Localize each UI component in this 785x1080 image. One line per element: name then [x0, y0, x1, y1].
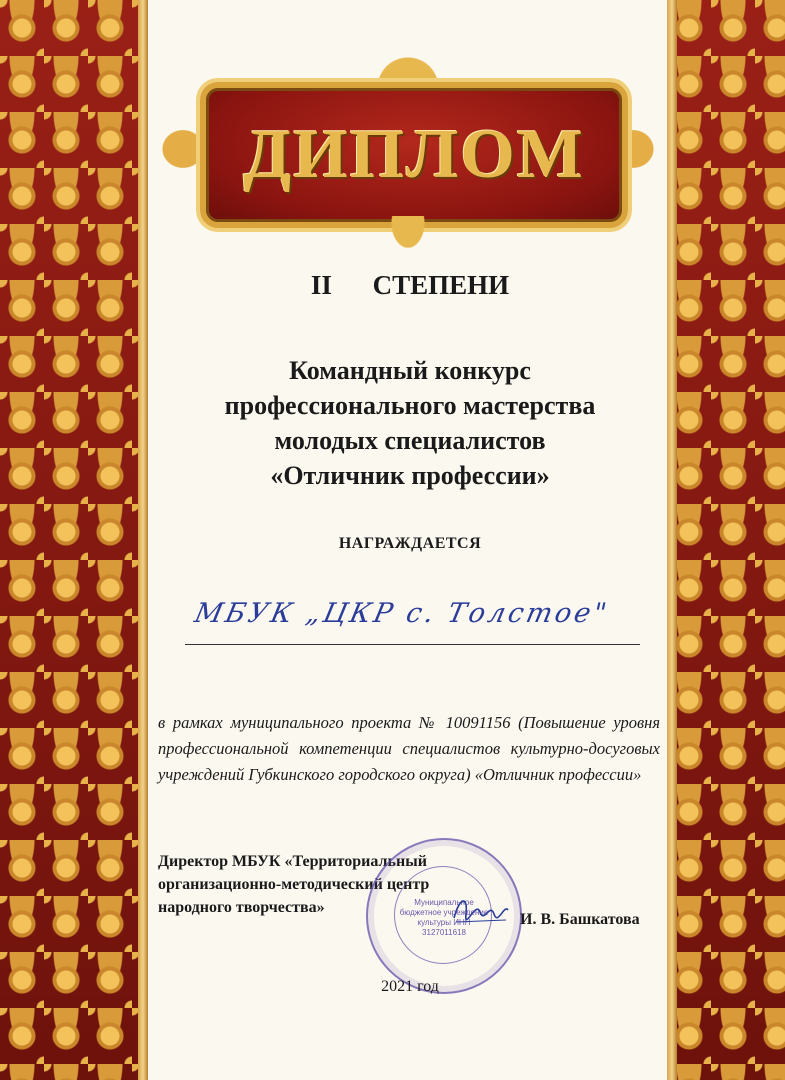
award-description: в рамках муниципального проекта № 10091156 (Повышение уровня профессиональной компетенции специалистов культурно-досуговых учреждений Губкинского городского округа) «Отличник профессии»	[158, 713, 660, 784]
ornamental-border-right	[667, 0, 785, 1080]
year-label: 2021 год	[381, 978, 439, 995]
contest-title	[160, 353, 660, 493]
contest-line: профессионального мастерства	[224, 391, 596, 420]
plaque-drop-ornament	[390, 216, 426, 250]
degree-heading: II СТЕПЕНИ	[310, 270, 510, 300]
recipient-line	[185, 598, 640, 645]
signature-line: организационно-методический центр	[158, 876, 430, 893]
handwritten-signature	[450, 890, 510, 930]
awarded-label: НАГРАЖДАЕТСЯ	[338, 535, 482, 552]
contest-line: Командный конкурс	[289, 356, 531, 385]
signature-line: Директор МБУК «Территориальный	[158, 853, 427, 870]
contest-line: «Отличник профессии»	[270, 461, 550, 490]
diploma-title: ДИПЛОМ	[243, 116, 585, 193]
plaque-frame	[200, 82, 628, 228]
ornamental-border-left	[0, 0, 148, 1080]
contest-line: молодых специалистов	[274, 426, 546, 455]
seal-center-text: Муниципальное бюджетное учреждение культуры ИНН 3127011618	[399, 898, 489, 937]
signature-line: народного творчества»	[158, 899, 325, 916]
recipient-handwritten: МБУК „ЦКР с. Толстое"	[191, 598, 613, 629]
header-plaque	[158, 48, 658, 238]
director-name: И. В. Башкатова	[520, 911, 640, 928]
